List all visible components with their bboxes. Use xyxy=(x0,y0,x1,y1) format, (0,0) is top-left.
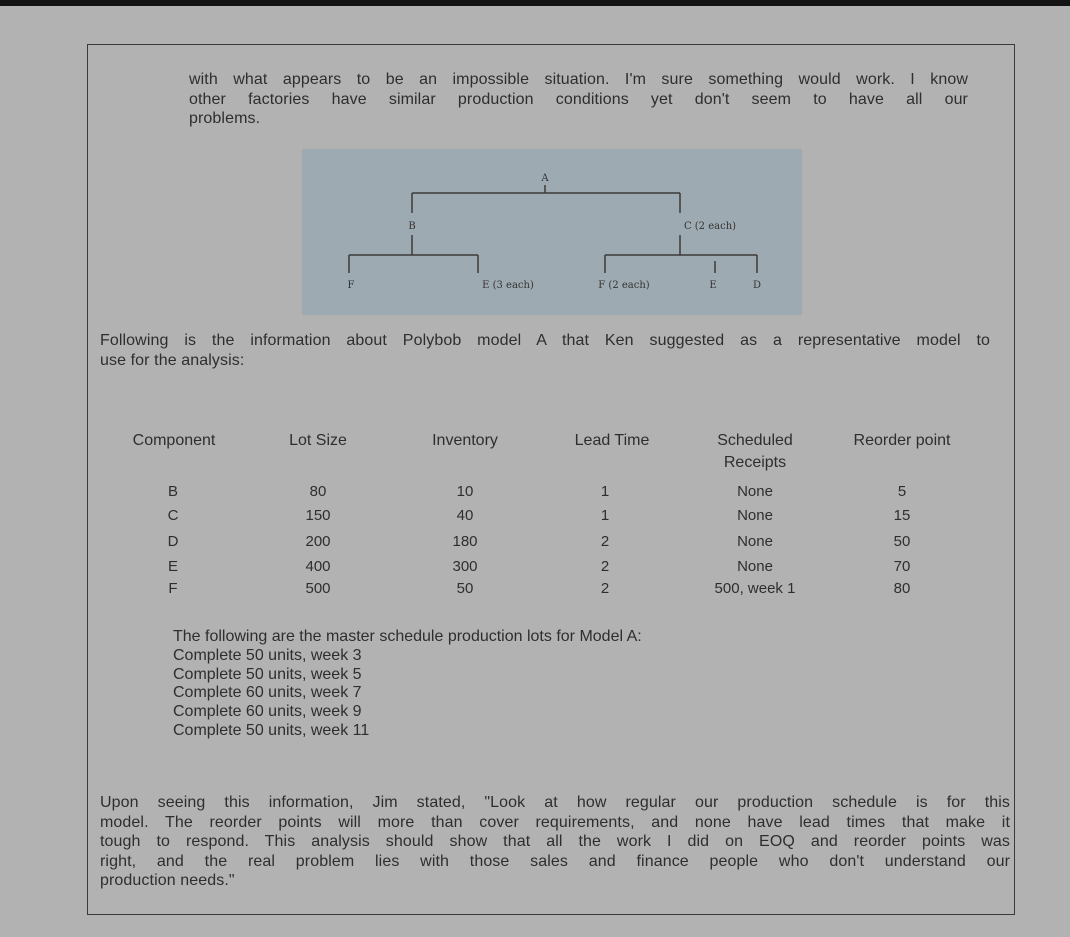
cell-lead-time: 2 xyxy=(600,533,610,551)
info-paragraph xyxy=(100,331,990,370)
cell-lead-time: 1 xyxy=(600,483,610,500)
cell-inventory: 300 xyxy=(452,558,478,576)
tree-node-f-under-b: F xyxy=(347,280,355,291)
closing-paragraph xyxy=(100,793,1010,891)
cell-reorder-point: 50 xyxy=(893,533,911,551)
product-structure-tree xyxy=(302,149,802,315)
info-line: Following is the information about Polybob model A that Ken suggested as a representative model to xyxy=(100,332,990,349)
header-lot-size: Lot Size xyxy=(289,432,347,449)
intro-line: problems. xyxy=(189,110,261,127)
cell-component: F xyxy=(168,580,178,598)
cell-scheduled-receipts: None xyxy=(737,507,773,525)
cell-scheduled-receipts: None xyxy=(737,558,773,576)
master-schedule xyxy=(173,628,642,741)
header-component: Component xyxy=(132,432,216,449)
schedule-item: Complete 50 units, week 3 xyxy=(173,646,362,664)
info-line: use for the analysis: xyxy=(100,351,245,369)
closing-line: production needs." xyxy=(100,872,235,889)
header-inventory: Inventory xyxy=(432,432,498,449)
header-lead-time: Lead Time xyxy=(574,432,650,449)
column-lead-time xyxy=(590,480,620,602)
cell-reorder-point: 80 xyxy=(893,580,911,598)
cell-lot-size: 200 xyxy=(305,533,331,551)
tree-node-e-under-b: E (3 each) xyxy=(482,280,534,291)
tree-diagram xyxy=(302,149,802,315)
cell-component: D xyxy=(167,533,179,551)
schedule-item: Complete 50 units, week 11 xyxy=(173,721,370,739)
column-scheduled-receipts xyxy=(690,480,820,602)
cell-component: E xyxy=(167,558,178,576)
cell-lot-size: 500 xyxy=(305,580,331,598)
header-reorder-point: Reorder point xyxy=(853,432,951,449)
cell-lot-size: 400 xyxy=(305,558,331,576)
tree-node-d-under-c: D xyxy=(752,280,762,291)
intro-line: other factories have similar production conditions yet don't seem to have all our xyxy=(189,90,968,108)
header-scheduled-receipts xyxy=(700,430,810,474)
cell-lead-time: 1 xyxy=(600,507,610,525)
intro-line: with what appears to be an impossible situation. I'm sure something would work. I know xyxy=(189,71,968,88)
schedule-item: Complete 60 units, week 9 xyxy=(173,703,362,721)
column-component xyxy=(158,480,188,602)
closing-line: model. The reorder points will more than cover requirements, and none have lead times that make it xyxy=(100,813,1010,831)
column-inventory xyxy=(437,480,493,602)
schedule-intro: The following are the master schedule production lots for Model A: xyxy=(173,628,642,645)
tree-node-a: A xyxy=(541,173,549,184)
header-scheduled-line: Scheduled xyxy=(717,432,793,449)
tree-node-e-under-c: E xyxy=(709,280,717,291)
cell-lot-size: 80 xyxy=(309,483,327,500)
cell-reorder-point: 15 xyxy=(893,507,911,525)
cell-inventory: 180 xyxy=(452,533,478,551)
column-lot-size xyxy=(290,480,346,602)
cell-reorder-point: 70 xyxy=(893,558,911,576)
closing-line: right, and the real problem lies with those sales and finance people who don't understand our xyxy=(100,852,1010,870)
cell-inventory: 50 xyxy=(456,580,474,598)
tree-node-b: B xyxy=(408,221,416,232)
cell-lot-size: 150 xyxy=(305,507,331,525)
cell-scheduled-receipts: 500, week 1 xyxy=(714,580,796,598)
column-reorder-point xyxy=(882,480,922,602)
cell-reorder-point: 5 xyxy=(897,483,907,500)
cell-component: B xyxy=(167,483,178,500)
tree-node-c: C (2 each) xyxy=(683,221,737,232)
intro-paragraph xyxy=(189,70,968,129)
cell-inventory: 40 xyxy=(456,507,474,525)
schedule-item: Complete 50 units, week 5 xyxy=(173,665,362,683)
cell-scheduled-receipts: None xyxy=(737,483,773,500)
cell-component: C xyxy=(167,507,179,525)
closing-line: tough to respond. This analysis should show that all the work I did on EOQ and reorder points was xyxy=(100,833,1010,850)
cell-inventory: 10 xyxy=(456,483,474,500)
closing-line: Upon seeing this information, Jim stated, "Look at how regular our production schedule is for this xyxy=(100,794,1010,811)
header-receipts-line: Receipts xyxy=(723,454,787,471)
tree-node-f-under-c: F (2 each) xyxy=(598,280,650,291)
top-bar xyxy=(0,0,1070,6)
cell-lead-time: 2 xyxy=(600,580,610,598)
cell-scheduled-receipts: None xyxy=(737,533,773,551)
cell-lead-time: 2 xyxy=(600,558,610,576)
schedule-item: Complete 60 units, week 7 xyxy=(173,684,362,702)
